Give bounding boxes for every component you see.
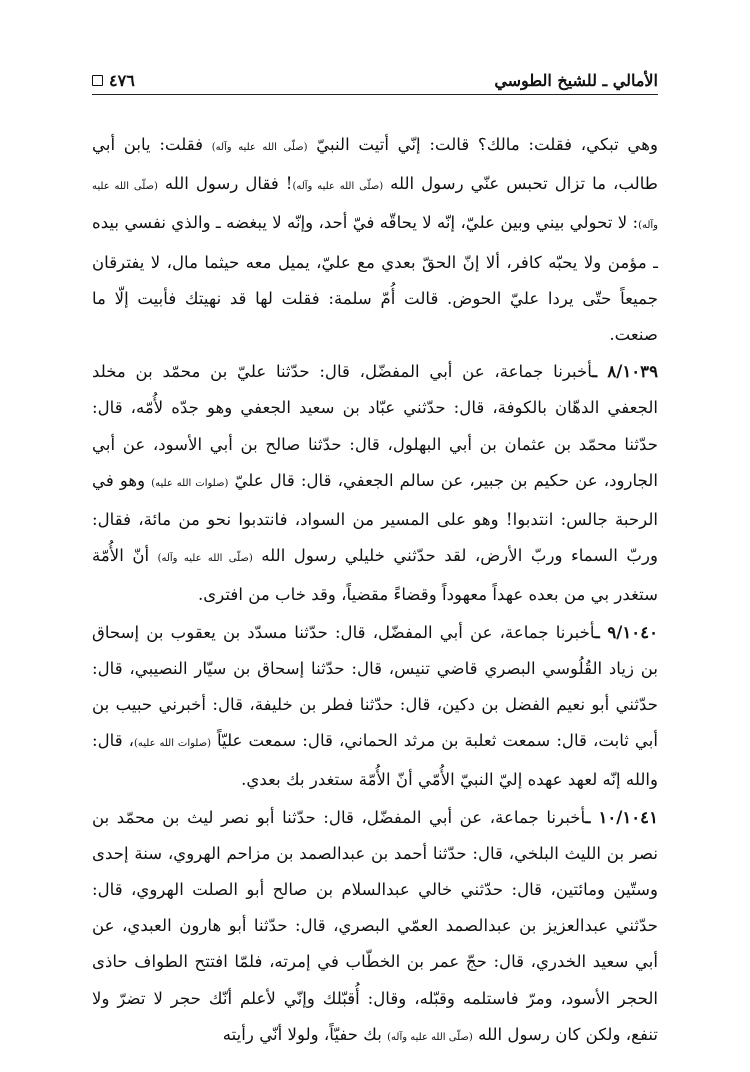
page-number: ٤٧٦ bbox=[109, 71, 135, 90]
paragraph-text: ! فقال رسول الله bbox=[157, 174, 293, 194]
honorific-text: (صلّى الله عليه وآله) bbox=[157, 553, 253, 565]
running-title: الأمالي ـ للشيخ الطوسي bbox=[494, 71, 658, 90]
page-header bbox=[92, 60, 658, 95]
honorific-text: (صلّى الله عليه وآله) bbox=[92, 181, 658, 232]
paragraph-text: ، قال: والله إنّه لعهد عهده إليّ النبيّ الأُمّي أنّ الأُمّة ستغدر بك بعدي. bbox=[92, 731, 658, 790]
hadith-paragraph bbox=[92, 799, 658, 1056]
paragraph-text: أنّ الأُمّة ستغدر بي من بعده عهداً معهوداً وقضاءً مقضياً، وقد خاب من افترى. bbox=[92, 546, 658, 605]
hadith-number: ٨/١٠٣٩ ـ bbox=[592, 361, 658, 382]
hadith-paragraph bbox=[92, 614, 658, 799]
honorific-text: (صلّى الله عليه وآله) bbox=[211, 142, 308, 153]
page-body bbox=[92, 127, 658, 1056]
honorific-text: (صلوات الله عليه) bbox=[134, 738, 211, 750]
hadith-number: ١٠/١٠٤١ ـ bbox=[585, 806, 659, 827]
paragraph-text: : لا تحولي بيني وبين عليّ، إنّه لا يحاقّه فيّ أحد، وإنّه لا يبغضه ـ والذي نفسي بيده ـ مؤمن ولا يحبّه كافر، ألا إنّ الحقّ بعدي مع عليّ، يميل معه حيثما مال، لا يفترقان جميعاً حتّى يردا عليّ الحوض. قالت أُمّ سلمة: فقلت لها قد نهيتك فأبيت إلّا ما صنعت. bbox=[92, 213, 658, 345]
square-ornament-icon bbox=[92, 75, 103, 86]
paragraph-text: فقلت: يابن أبي طالب، ما تزال تحبس عنّي رسول الله bbox=[92, 135, 658, 194]
honorific-text: (صلوات الله عليه) bbox=[151, 477, 229, 489]
paragraph-text: وهو في الرحبة جالس: انتدبوا! وهو على المسير من السواد، فانتدبوا نحو من مائة، فقال: وربّ السماء وربّ الأرض، لقد حدّثني خليلي رسول الله bbox=[92, 470, 658, 566]
honorific-text: (صلّى الله عليه وآله) bbox=[387, 1031, 473, 1043]
paragraph-text: أخبرنا جماعة، عن أبي المفضّل، قال: حدّثنا أبو نصر ليث بن محمّد بن نصر بن الليث البلخي، قال: حدّثنا أحمد بن عبدالصمد بن مزاحم الهروي، سنة إحدى وستّين ومائتين، قال: حدّثني خالي عبدالسلام بن صالح أبو الصلت الهروي، قال: حدّثني عبدالعزيز بن عبدالصمد العمّي البصري، قال: حدّثنا أبو هارون العبدي، عن أبي سعيد الخدري، قال: حجّ عمر بن الخطّاب في إمرته، فلمّا افتتح الطواف حاذى الحجر الأسود، ومرّ فاستلمه وقبّله، وقال: أُقبّلك وإنّي لأعلم أنّك حجر لا تضرّ ولا تنفع، ولكن كان رسول الله bbox=[92, 807, 658, 1044]
hadith-number: ٩/١٠٤٠ ـ bbox=[594, 621, 659, 642]
page-number-group bbox=[92, 71, 135, 90]
paragraph-text: أخبرنا جماعة، عن أبي المفضّل، قال: حدّثنا مسدّد بن يعقوب بن إسحاق بن زياد القُلُوسي البصري قاضي تنيس، قال: حدّثنا إسحاق بن سيّار النصيبي، قال: حدّثني أبو نعيم الفضل بن دكين، قال: حدّثنا فطر بن خليفة، قال: أخبرني حبيب بن أبي ثابت، قال: سمعت ثعلبة بن مرثد الحماني، قال: سمعت عليّاً bbox=[92, 622, 658, 751]
hadith-paragraph bbox=[92, 127, 658, 353]
paragraph-text: أخبرنا جماعة، عن أبي المفضّل، قال: حدّثنا عليّ بن محمّد بن مخلد الجعفي الدهّان بالكوفة، قال: حدّثني عبّاد بن سعيد الجعفي وهو جدّه لأُمّه، قال: حدّثنا محمّد بن عثمان بن أبي البهلول، قال: حدّثنا صالح بن أبي الأسود، عن أبي الجارود، عن حكيم بن جبير، عن سالم الجعفي، قال: قال عليّ bbox=[92, 362, 658, 490]
paragraph-text: بك حفيّاً، ولولا أنّي رأيته bbox=[222, 1024, 388, 1044]
paragraph-text: وهي تبكي، فقلت: مالك؟ قالت: إنّي أتيت النبيّ bbox=[307, 135, 659, 154]
honorific-text: (صلّى الله عليه وآله) bbox=[292, 181, 384, 193]
hadith-paragraph bbox=[92, 353, 658, 613]
